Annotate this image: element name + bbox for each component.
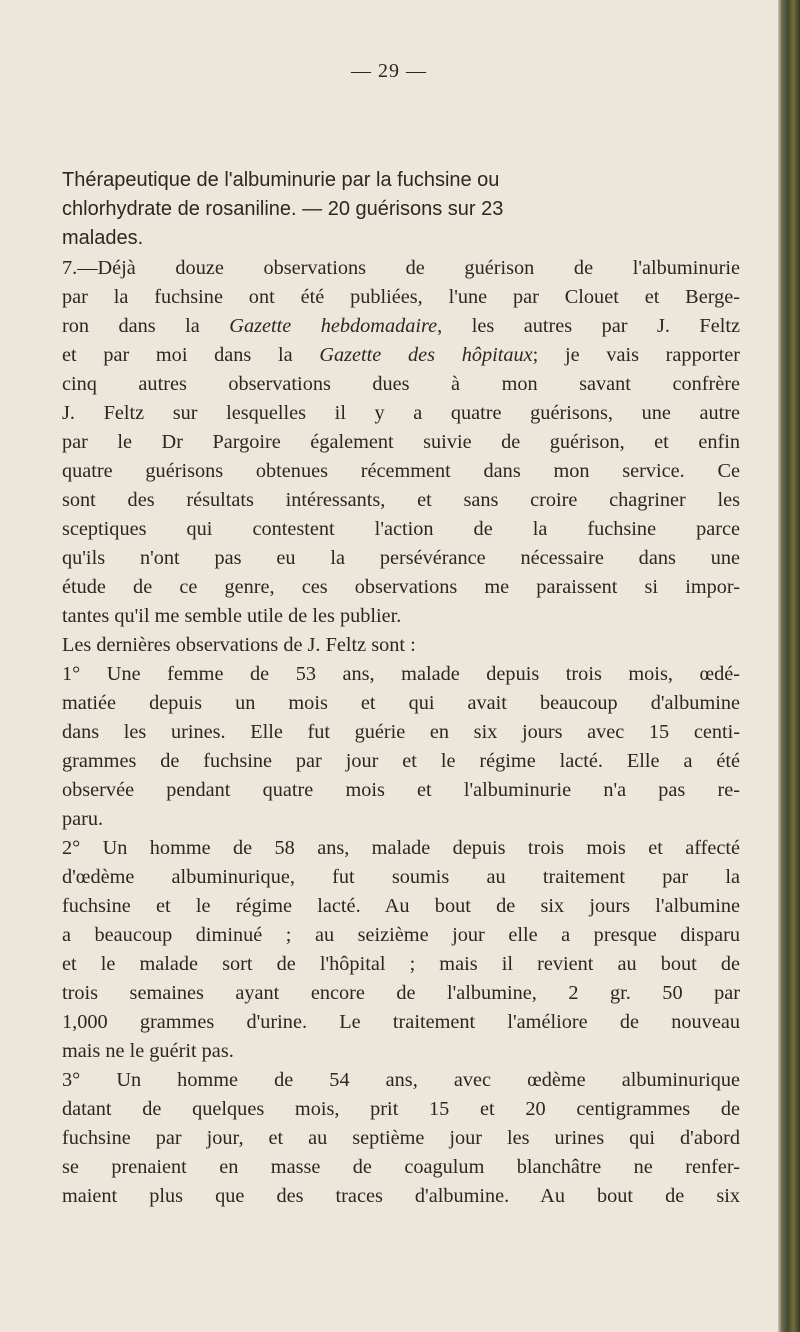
text-line: d'œdème albuminurique, fut soumis au traitement par la bbox=[62, 866, 740, 888]
text-line: et le malade sort de l'hôpital ; mais il revient au bout de bbox=[62, 953, 740, 975]
text-line: et par moi dans la Gazette des hôpitaux; je vais rapporter bbox=[62, 344, 740, 366]
section-heading bbox=[62, 166, 642, 253]
text-line: quatre guérisons obtenues récemment dans mon service. Ce bbox=[62, 460, 740, 482]
text-line: 1° Une femme de 53 ans, malade depuis trois mois, œdé- bbox=[62, 663, 740, 685]
text-line: J. Feltz sur lesquelles il y a quatre guérisons, une autre bbox=[62, 402, 740, 424]
body-text bbox=[62, 254, 740, 1211]
text-line: fuchsine et le régime lacté. Au bout de six jours l'albumine bbox=[62, 895, 740, 917]
text-line: qu'ils n'ont pas eu la persévérance nécessaire dans une bbox=[62, 547, 740, 569]
text-line: dans les urines. Elle fut guérie en six jours avec 15 centi- bbox=[62, 721, 740, 743]
page-edge-binding bbox=[778, 0, 800, 1332]
text-line: observée pendant quatre mois et l'albuminurie n'a pas re- bbox=[62, 779, 740, 801]
text-line: par la fuchsine ont été publiées, l'une par Clouet et Berge- bbox=[62, 286, 740, 308]
text-line: ron dans la Gazette hebdomadaire, les autres par J. Feltz bbox=[62, 315, 740, 337]
text-line: 7.—Déjà douze observations de guérison de l'albuminurie bbox=[62, 257, 740, 279]
heading-line: chlorhydrate de rosaniline. — 20 guérisons sur 23 bbox=[62, 198, 504, 220]
text-line: 3° Un homme de 54 ans, avec œdème albuminurique bbox=[62, 1069, 740, 1091]
text-line: 1,000 grammes d'urine. Le traitement l'améliore de nouveau bbox=[62, 1011, 740, 1033]
text-line: maient plus que des traces d'albumine. Au bout de six bbox=[62, 1185, 740, 1207]
text-line: grammes de fuchsine par jour et le régime lacté. Elle a été bbox=[62, 750, 740, 772]
text-line: tantes qu'il me semble utile de les publier. bbox=[62, 605, 402, 627]
text-line: fuchsine par jour, et au septième jour les urines qui d'abord bbox=[62, 1127, 740, 1149]
text-line: datant de quelques mois, prit 15 et 20 centigrammes de bbox=[62, 1098, 740, 1120]
text-line: étude de ce genre, ces observations me paraissent si impor- bbox=[62, 576, 740, 598]
text-line: matiée depuis un mois et qui avait beaucoup d'albumine bbox=[62, 692, 740, 714]
text-line: sont des résultats intéressants, et sans croire chagriner les bbox=[62, 489, 740, 511]
journal-title: Gazette des hôpitaux bbox=[319, 344, 533, 366]
journal-title: Gazette hebdomadaire bbox=[229, 315, 438, 337]
text-line: sceptiques qui contestent l'action de la fuchsine parce bbox=[62, 518, 740, 540]
heading-line: Thérapeutique de l'albuminurie par la fuchsine ou bbox=[62, 169, 500, 191]
text-line: mais ne le guérit pas. bbox=[62, 1040, 234, 1062]
text-line: Les dernières observations de J. Feltz sont : bbox=[62, 634, 416, 656]
text-line: paru. bbox=[62, 808, 104, 830]
heading-line: malades. bbox=[62, 227, 144, 249]
text-line: trois semaines ayant encore de l'albumine, 2 gr. 50 par bbox=[62, 982, 740, 1004]
text-line: par le Dr Pargoire également suivie de guérison, et enfin bbox=[62, 431, 740, 453]
text-line: 2° Un homme de 58 ans, malade depuis trois mois et affecté bbox=[62, 837, 740, 859]
text-line: a beaucoup diminué ; au seizième jour elle a presque disparu bbox=[62, 924, 740, 946]
text-line: cinq autres observations dues à mon savant confrère bbox=[62, 373, 740, 395]
page-number: — 29 — bbox=[351, 60, 427, 82]
text-line: se prenaient en masse de coagulum blanchâtre ne renfer- bbox=[62, 1156, 740, 1178]
